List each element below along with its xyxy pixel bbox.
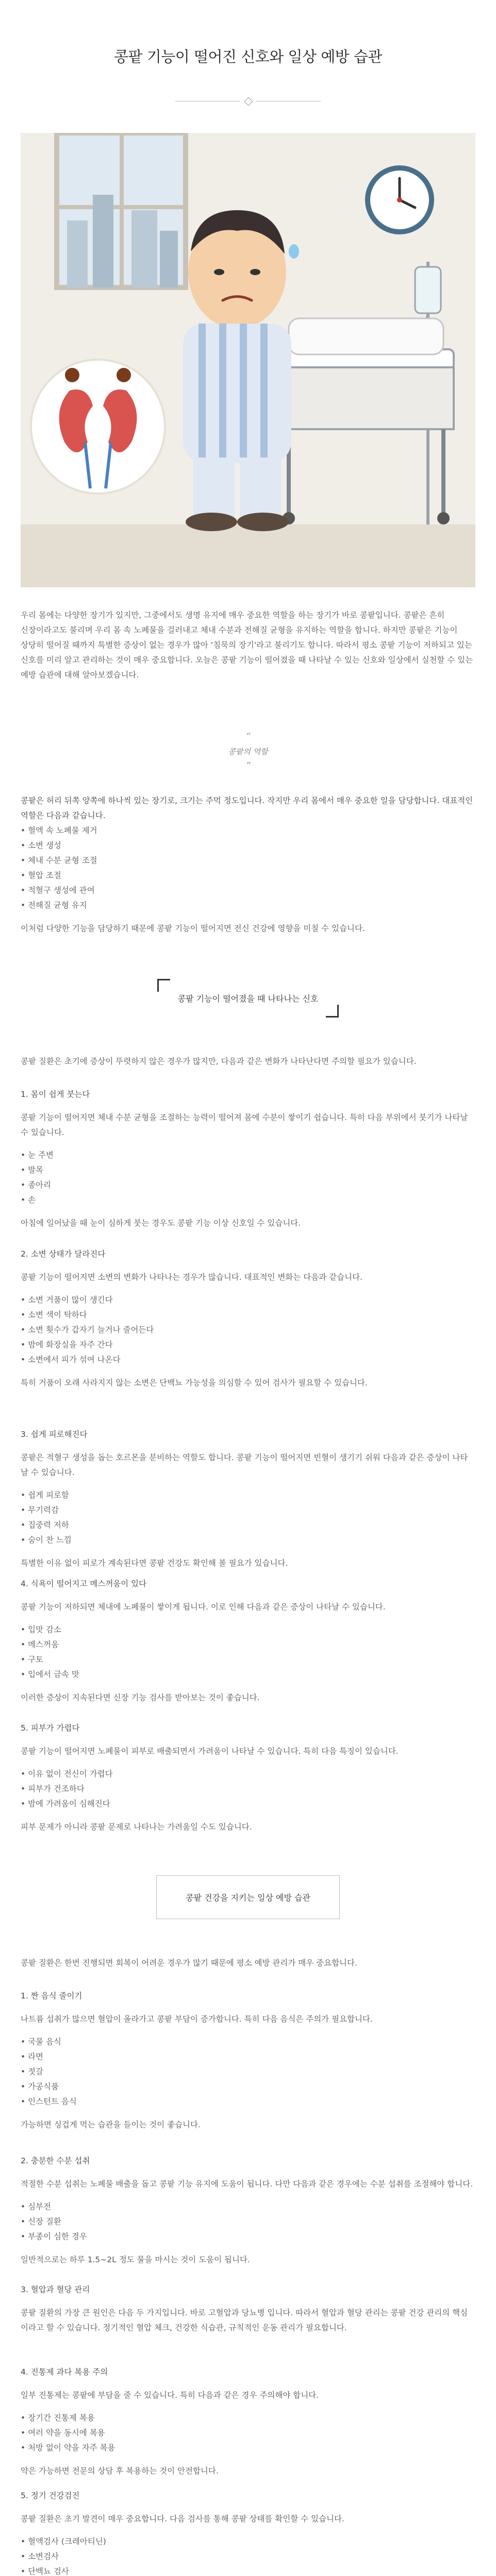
list-item: • 체내 수분 균형 조절 <box>21 853 474 868</box>
list-item: • 손 <box>21 1193 474 1208</box>
list-item: • 숨이 찬 느낌 <box>21 1533 474 1548</box>
role-list <box>21 823 474 913</box>
list-item: • 종아리 <box>21 1178 474 1193</box>
habit-block <box>21 2282 474 2343</box>
habit-block <box>21 1989 474 2140</box>
habit-list <box>21 2199 474 2244</box>
role-outro: 이처럼 다양한 기능을 담당하기 때문에 콩팥 기능이 떨어지면 전신 건강에 영향을 미칠 수 있습니다. <box>21 923 365 933</box>
list-item: • 신장 질환 <box>21 2214 474 2229</box>
habit-outro: 일반적으로는 하루 1.5~2L 정도 물을 마시는 것이 도움이 됩니다. <box>21 2255 250 2264</box>
habit-list <box>21 2411 474 2455</box>
page-title: 콩팥 기능이 떨어진 신호와 일상 예방 습관 <box>113 48 383 65</box>
quote-block <box>0 732 496 771</box>
section2-heading <box>0 1875 496 1919</box>
signal-list <box>21 1622 474 1682</box>
intro-paragraph <box>21 608 474 683</box>
quote-open-icon: “ <box>245 731 251 742</box>
list-item: • 피부가 건조하다 <box>21 1782 474 1797</box>
habit-block <box>21 2488 474 2576</box>
list-item: • 단백뇨 검사 <box>21 2564 474 2576</box>
list-item: • 입맛 감소 <box>21 1622 474 1637</box>
list-item: • 무기력감 <box>21 1503 474 1518</box>
signal-text: 콩팥 기능이 떨어지면 노폐물이 피부로 배출되면서 가려움이 나타날 수 있습니다. 특히 다음 특징이 있습니다. <box>21 1746 399 1756</box>
habit-text: 적절한 수분 섭취는 노폐물 배출을 돕고 콩팥 기능 유지에 도움이 됩니다. 다만 다음과 같은 경우에는 수분 섭취를 조절해야 합니다. <box>21 2179 473 2189</box>
list-item: • 집중력 저하 <box>21 1518 474 1533</box>
list-item: • 라면 <box>21 2049 474 2064</box>
signal-heading: 3. 쉽게 피로해진다 <box>21 1430 88 1439</box>
section1-title: 콩팥 기능이 떨어졌을 때 나타나는 신호 <box>157 979 339 1018</box>
section1-heading <box>0 979 496 1018</box>
list-item: • 소변 거품이 많이 생긴다 <box>21 1293 474 1308</box>
list-item: • 혈압 조절 <box>21 868 474 883</box>
signal-heading: 5. 피부가 가렵다 <box>21 1723 80 1733</box>
list-item: • 심부전 <box>21 2199 474 2214</box>
list-item: • 적혈구 생성에 관여 <box>21 883 474 898</box>
signal-block <box>21 1577 474 1713</box>
signal-outro: 특히 거품이 오래 사라지지 않는 소변은 단백뇨 가능성을 의심할 수 있어 검사가 필요할 수 있습니다. <box>21 1378 368 1387</box>
hero-illustration <box>21 133 475 587</box>
habit-block <box>21 2154 474 2275</box>
signal-heading: 2. 소변 상태가 달라진다 <box>21 1249 106 1259</box>
habit-list <box>21 2035 474 2109</box>
habit-list <box>21 2534 474 2576</box>
signal-heading: 4. 식욕이 떨어지고 메스꺼움이 있다 <box>21 1579 147 1588</box>
signal-block <box>21 1247 474 1398</box>
list-item: • 메스꺼움 <box>21 1637 474 1652</box>
signal-block <box>21 1427 474 1579</box>
list-item: • 발목 <box>21 1163 474 1178</box>
signal-outro: 아침에 일어났을 때 눈이 심하게 붓는 경우도 콩팥 기능 이상 신호일 수 있습니다. <box>21 1218 301 1228</box>
list-item: • 구토 <box>21 1652 474 1667</box>
list-item: • 밤에 가려움이 심해진다 <box>21 1797 474 1811</box>
list-item: • 처방 없이 약을 자주 복용 <box>21 2441 474 2455</box>
signal-text: 콩팥 기능이 떨어지면 소변의 변화가 나타나는 경우가 많습니다. 대표적인 변화는 다음과 같습니다. <box>21 1272 362 1282</box>
list-item: • 소변에서 피가 섞여 나온다 <box>21 1352 474 1367</box>
habit-heading: 5. 정기 건강검진 <box>21 2491 80 2500</box>
habit-block <box>21 2365 474 2486</box>
sick-man-illustration <box>21 133 475 587</box>
list-item: • 밤에 화장실을 자주 간다 <box>21 1337 474 1352</box>
list-item: • 인스턴트 음식 <box>21 2094 474 2109</box>
list-item: • 젓갈 <box>21 2064 474 2079</box>
list-item: • 부종이 심한 경우 <box>21 2229 474 2244</box>
list-item: • 장기간 진통제 복용 <box>21 2411 474 2426</box>
list-item: • 소변 횟수가 갑자기 늘거나 줄어든다 <box>21 1323 474 1337</box>
signal-text: 콩팥은 적혈구 생성을 돕는 호르몬을 분비하는 역할도 합니다. 콩팥 기능이 떨어지면 빈혈이 생기기 쉬워 다음과 같은 증상이 나타날 수 있습니다. <box>21 1452 468 1477</box>
list-item: • 혈액 속 노폐물 제거 <box>21 823 474 838</box>
habits-section <box>21 1947 474 1978</box>
list-item: • 가공식품 <box>21 2079 474 2094</box>
signal-text: 콩팥 기능이 저하되면 체내에 노폐물이 쌓이게 됩니다. 이로 인해 다음과 같은 증상이 나타날 수 있습니다. <box>21 1602 386 1612</box>
list-item: • 눈 주변 <box>21 1148 474 1163</box>
signal-outro: 이러한 증상이 지속된다면 신장 기능 검사를 받아보는 것이 좋습니다. <box>21 1692 260 1702</box>
habit-heading: 3. 혈압과 혈당 관리 <box>21 2285 90 2294</box>
intro-text: 우리 몸에는 다양한 장기가 있지만, 그중에서도 생명 유지에 매우 중요한 역할을 하는 장기가 바로 콩팥입니다. 콩팥은 흔히 신장이라고도 불리며 우리 몸 속 노폐물을 걸러내고 체내 수분과 전해질 균형을 유지하는 역할을 합니다. 하지만 콩팥은 기능이 상당히 떨어질 때까지 특별한 증상이 없는 경우가 많아 '침묵의 장기'라고 불리기도 합니다. 따라서 평소 콩팥 기능이 저하되고 있는 신호를 미리 알고 관리하는 것이 매우 중요합니다. 오늘은 콩팥 기능이 떨어졌을 때 나타날 수 있는 신호와 일상에서 실천할 수 있는 예방 습관에 대해 알아보겠습니다. <box>21 611 473 680</box>
diamond-divider-icon <box>244 97 253 106</box>
title-divider <box>175 97 321 106</box>
section2-title: 콩팥 건강을 지키는 일상 예방 습관 <box>156 1875 340 1919</box>
signal-heading: 1. 몸이 쉽게 붓는다 <box>21 1090 90 1099</box>
list-item: • 소변검사 <box>21 2549 474 2564</box>
habit-heading: 1. 짠 음식 줄이기 <box>21 1991 82 2001</box>
list-item: • 소변 생성 <box>21 838 474 853</box>
list-item: • 혈액검사 (크레아티닌) <box>21 2534 474 2549</box>
habit-heading: 4. 진통제 과다 복용 주의 <box>21 2367 108 2377</box>
signal-outro: 특별한 이유 없이 피로가 계속된다면 콩팥 건강도 확인해 볼 필요가 있습니다. <box>21 1558 288 1568</box>
habit-text: 나트륨 섭취가 많으면 혈압이 올라가고 콩팥 부담이 증가합니다. 특히 다음 음식은 주의가 필요합니다. <box>21 2014 373 2024</box>
habit-heading: 2. 충분한 수분 섭취 <box>21 2156 90 2165</box>
list-item: • 전해질 균형 유지 <box>21 898 474 913</box>
signal-text: 콩팥 기능이 떨어지면 체내 수분 균형을 조절하는 능력이 떨어져 몸에 수분이 쌓이기 쉽습니다. 특히 다음 부위에서 붓기가 나타날 수 있습니다. <box>21 1112 468 1137</box>
signal-list <box>21 1767 474 1811</box>
quote-close-icon: ” <box>245 760 251 771</box>
signal-list <box>21 1148 474 1208</box>
list-item: • 입에서 금속 맛 <box>21 1667 474 1682</box>
list-item: • 이유 없이 전신이 가렵다 <box>21 1767 474 1782</box>
signals-section <box>21 1046 474 1077</box>
section2-intro: 콩팥 질환은 한번 진행되면 회복이 어려운 경우가 많기 때문에 평소 예방 관리가 매우 중요합니다. <box>21 1958 357 1968</box>
signal-block <box>21 1087 474 1239</box>
list-item: • 쉽게 피로함 <box>21 1488 474 1503</box>
signal-outro: 피부 문제가 아니라 콩팥 문제로 나타나는 가려움일 수도 있습니다. <box>21 1822 252 1832</box>
habit-outro: 가능하면 싱겁게 먹는 습관을 들이는 것이 좋습니다. <box>21 2120 201 2129</box>
habit-text: 일부 진통제는 콩팥에 부담을 줄 수 있습니다. 특히 다음과 같은 경우 주의해야 합니다. <box>21 2390 319 2400</box>
signal-block <box>21 1721 474 1842</box>
role-section <box>21 793 474 944</box>
signal-list <box>21 1293 474 1367</box>
list-item: • 소변 색이 탁하다 <box>21 1308 474 1323</box>
habit-text: 콩팥 질환의 가장 큰 원인은 다음 두 가지입니다. 바로 고혈압과 당뇨병 입니다. 따라서 혈압과 혈당 관리는 콩팥 건강 관리의 핵심이라고 할 수 있습니다. 정기적인 혈압 체크, 건강한 식습관, 규칙적인 운동 관리가 필요합니다. <box>21 2308 468 2332</box>
signal-list <box>21 1488 474 1548</box>
list-item: • 국물 음식 <box>21 2035 474 2049</box>
quote-text: 콩팥의 역할 <box>228 747 268 756</box>
section1-intro: 콩팥 질환은 초기에 증상이 뚜렷하지 않은 경우가 많지만, 다음과 같은 변화가 나타난다면 주의할 필요가 있습니다. <box>21 1056 417 1066</box>
habit-outro: 약은 가능하면 전문의 상담 후 복용하는 것이 안전합니다. <box>21 2466 219 2476</box>
list-item: • 여러 약을 동시에 복용 <box>21 2426 474 2441</box>
habit-text: 콩팥 질환은 초기 발견이 매우 중요합니다. 다음 검사를 통해 콩팥 상태를 확인할 수 있습니다. <box>21 2514 344 2523</box>
role-intro: 콩팥은 허리 뒤쪽 양쪽에 하나씩 있는 장기로, 크기는 주먹 정도입니다. 작지만 우리 몸에서 매우 중요한 일을 담당합니다. 대표적인 역할은 다음과 같습니다. <box>21 796 473 820</box>
